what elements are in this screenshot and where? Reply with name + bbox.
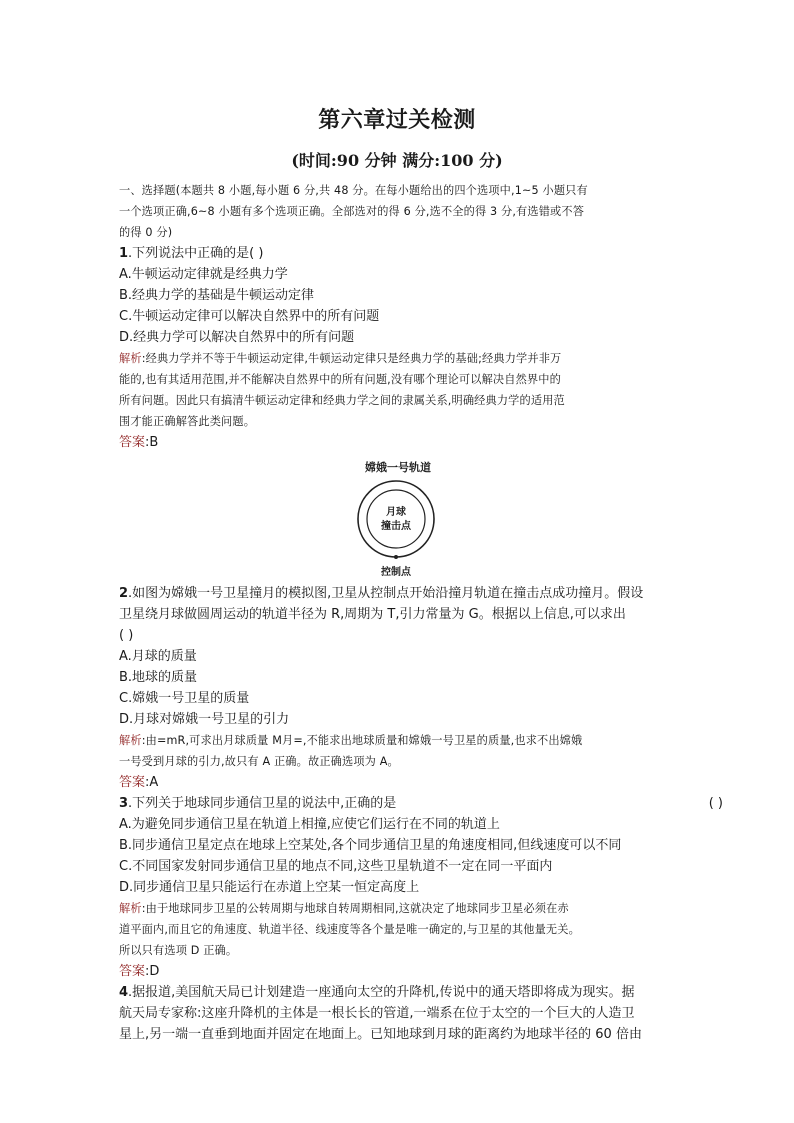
analysis-label: 解析 (119, 734, 142, 747)
question-1-answer: 答案:B (119, 435, 159, 450)
question-2-option-b: B.地球的质量 (119, 670, 198, 685)
analysis-label: 解析 (119, 352, 142, 365)
question-3-stem: 3.下列关于地球同步通信卫星的说法中,正确的是 ( ) (119, 793, 679, 814)
question-number: 1 (119, 246, 129, 261)
section-intro-line: 一、选择题(本题共 8 小题,每小题 6 分,共 48 分。在每小题给出的四个选项中,1~5 小题只有 (119, 184, 588, 197)
question-3-option-c: C.不同国家发射同步通信卫星的地点不同,这些卫星轨道不一定在同一平面内 (119, 859, 553, 874)
question-1-option-c: C.牛顿运动定律可以解决自然界中的所有问题 (119, 309, 380, 324)
moon-label: 月球 (386, 507, 406, 518)
question-1-stem: 1.下列说法中正确的是( ) (119, 246, 264, 261)
question-1-option-b: B.经典力学的基础是牛顿运动定律 (119, 288, 315, 303)
moon-circle (367, 490, 425, 548)
question-3-option-b: B.同步通信卫星定点在地球上空某处,各个同步通信卫星的角速度相同,但线速度可以不同 (119, 838, 622, 853)
question-3-analysis-line: 道平面内,而且它的角速度、轨道半径、线速度等各个量是唯一确定的,与卫星的其他量无关。 (119, 923, 580, 936)
question-1-option-d: D.经典力学可以解决自然界中的所有问题 (119, 330, 355, 345)
section-intro-line: 一个选项正确,6~8 小题有多个选项正确。全部选对的得 6 分,选不全的得 3 分,有选错或不答 (119, 205, 585, 218)
page-title: 第六章过关检测 (318, 107, 476, 133)
analysis-label: 解析 (119, 902, 142, 915)
question-1-analysis-line: 围才能正确解答此类问题。 (119, 415, 256, 428)
question-2-option-d: D.月球对嫦娥一号卫星的引力 (119, 712, 290, 727)
question-1-analysis: 解析:经典力学并不等于牛顿运动定律,牛顿运动定律只是经典力学的基础;经典力学并非万 (119, 352, 562, 365)
question-2-option-c: C.嫦娥一号卫星的质量 (119, 691, 250, 706)
question-4-stem-line: 星上,另一端一直垂到地面并固定在地面上。已知地球到月球的距离约为地球半径的 60 倍由 (119, 1027, 642, 1042)
question-2-option-a: A.月球的质量 (119, 649, 197, 664)
question-2-stem: 2.如图为嫦娥一号卫星撞月的模拟图,卫星从控制点开始沿撞月轨道在撞击点成功撞月。假设 (119, 586, 644, 601)
question-number: 2 (119, 586, 129, 601)
control-point-label: 控制点 (381, 567, 411, 578)
question-2-answer: 答案:A (119, 775, 159, 790)
question-4-stem: 4.据报道,美国航天局已计划建造一座通向太空的升降机,传说中的通天塔即将成为现实。据 (119, 985, 635, 1000)
question-2-stem-line: 卫星绕月球做圆周运动的轨道半径为 R,周期为 T,引力常量为 G。根据以上信息,可以求出 (119, 607, 626, 622)
question-3-answer: 答案:D (119, 964, 160, 979)
question-number: 4 (119, 985, 129, 1000)
question-3-analysis: 解析:由于地球同步卫星的公转周期与地球自转周期相同,这就决定了地球同步卫星必须在赤 (119, 902, 569, 915)
question-3-option-a: A.为避免同步通信卫星在轨道上相撞,应使它们运行在不同的轨道上 (119, 817, 500, 832)
impact-point-label: 撞击点 (381, 521, 411, 532)
answer-label: 答案 (119, 964, 146, 979)
orbit-diagram (119, 453, 679, 583)
question-1-analysis-line: 所有问题。因此只有搞清牛顿运动定律和经典力学之间的隶属关系,明确经典力学的适用范 (119, 394, 565, 407)
answer-blank: ( ) (708, 796, 723, 811)
orbit-diagram-svg (119, 453, 679, 583)
document-body (119, 180, 723, 1045)
question-number: 3 (119, 796, 129, 811)
question-3-analysis-line: 所以只有选项 D 正确。 (119, 944, 238, 957)
answer-label: 答案 (119, 775, 146, 790)
control-point-marker (394, 555, 398, 559)
question-1-option-a: A.牛顿运动定律就是经典力学 (119, 267, 288, 282)
section-intro-line: 的得 0 分) (119, 226, 173, 239)
question-4-stem-line: 航天局专家称:这座升降机的主体是一根长长的管道,一端系在位于太空的一个巨大的人造卫 (119, 1006, 635, 1021)
answer-label: 答案 (119, 435, 146, 450)
question-1-analysis-line: 能的,也有其适用范围,并不能解决自然界中的所有问题,没有哪个理论可以解决自然界中的 (119, 373, 561, 386)
chang-e-orbit (358, 481, 434, 557)
question-2-stem-line: ( ) (119, 628, 134, 643)
question-2-analysis: 解析:由=mR,可求出月球质量 M月=,不能求出地球质量和嫦娥一号卫星的质量,也求不出嫦娥 (119, 734, 583, 747)
question-3-option-d: D.同步通信卫星只能运行在赤道上空某一恒定高度上 (119, 880, 420, 895)
exam-info: (时间:90 分钟 满分:100 分) (291, 151, 503, 170)
question-2-analysis-line: 一号受到月球的引力,故只有 A 正确。故正确选项为 A。 (119, 755, 399, 768)
orbit-label: 嫦娥一号轨道 (365, 461, 431, 474)
